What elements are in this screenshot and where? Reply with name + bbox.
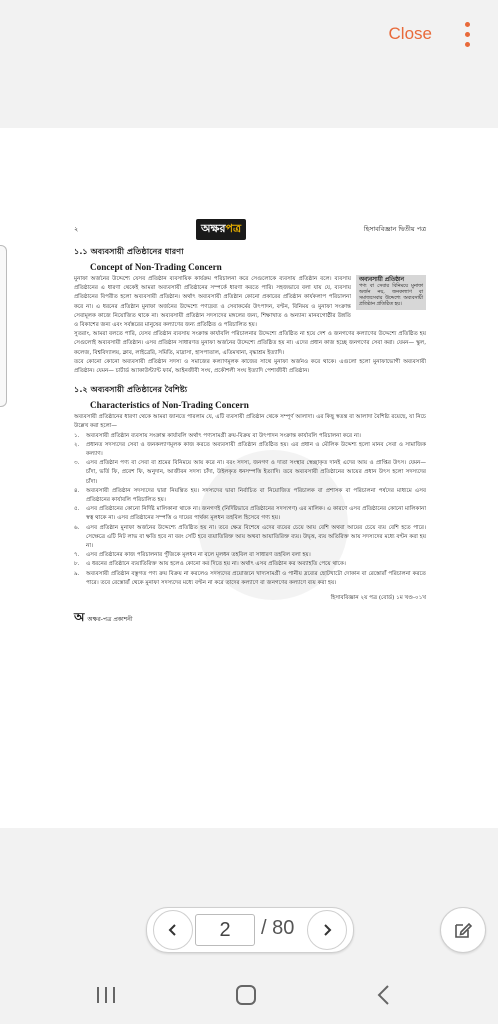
chevron-right-icon	[320, 923, 334, 937]
list-item-text: অব্যবসায়ী প্রতিষ্ঠান ব্যবসায় সংক্রান্ত কার্যাবলি অর্থাৎ পণ্যসামগ্রী ক্রয়-বিক্রয় বা উৎপাদন সংক্রান্ত কার্যাবলি পরিচালনা করে না।	[86, 432, 361, 439]
list-item-number: ৬.	[74, 524, 80, 531]
next-page-button[interactable]	[307, 910, 347, 950]
list-item-text: এসব প্রতিষ্ঠান মুনাফা অর্জনের উদ্দেশ্যে প্রতিষ্ঠিত হয় না। তবে ক্ষেত্র বিশেষে এদের ব্যয়ের চেয়ে আয় বেশি অথবা আয়ের চেয়ে ব্যয় বেশি হতে পারে। সেক্ষেত্রে এটি নিট লাভ বা ক্ষতি হবে না বরং সেটি হবে ব্যয়াতিরিক্ত আয় অথবা আয়াতিরিক্ত ব্যয়। উদ্বৃত্ত, ব্যয় অতিরিক্ত আয় সদস্যদের মধ্যে বণ্টন করা হয় না।	[86, 524, 426, 550]
side-note-title: অব্যবসায়ী প্রতিষ্ঠান	[359, 277, 405, 283]
section2-title: ১.২ অব্যবসায়ী প্রতিষ্ঠানের বৈশিষ্ট্য	[74, 384, 188, 395]
home-icon[interactable]	[226, 978, 266, 1012]
paragraph: তবে কোনো কোনো অব্যবসায়ী প্রতিষ্ঠান সদস্য ও সমাজের কল্যাণমূলক কাজের সাথে মুনাফা অর্জনও করে থাকে। এগুলো হলো মুনাফাভোগী অব্যবসায়ী প্রতিষ্ঠান। যেমন— চার্টার্ড অ্যাকাউন্ট্যান্ট ফার্ম, আইনজীবী সংঘ, প্রকৌশলী সংঘ ইত্যাদি পেশাজীবী প্রতিষ্ঠান।	[74, 358, 426, 375]
chevron-left-icon	[166, 923, 180, 937]
page-navigator	[146, 907, 354, 953]
page-number: ২	[74, 224, 79, 233]
section1-title: ১.১ অব্যবসায়ী প্রতিষ্ঠানের ধারণা	[74, 246, 184, 256]
list-item	[74, 570, 426, 588]
list-item-text: প্রধানত সদস্যদের সেবা ও জনকল্যাণমূলক কাজ করতে অব্যবসায়ী প্রতিষ্ঠান প্রতিষ্ঠিত হয়। এর প্রধান ও মৌলিক উদ্দেশ্য হলো মানব সেবা ও সামাজিক কল্যাণ।	[86, 441, 426, 458]
list-item-text: এসব প্রতিষ্ঠান পণ্য বা সেবা বা শ্রমের বিনিময়ে আয় করে না। বরং সদস্য, জনগণ ও দাতা সংস্থার স্বেচ্ছাকৃত দানই এদের আয় ও প্রাপ্তির উৎস। যেমন— চাঁদা, ভর্তি ফি, প্রবেশ ফি, অনুদান, আজীবন সদস্য চাঁদা, উইলকৃত ধনসম্পত্তি ইত্যাদি। তবে অব্যবসায়ী প্রতিষ্ঠানের আয়ের প্রধান উৎস হলো সদস্যদের চাঁদা।	[86, 460, 426, 485]
list-item	[74, 459, 426, 487]
page-footer: হিসাববিজ্ঞান ২য় পত্র (বোর্ড) ১ম খণ্ড-০১খ	[330, 595, 426, 602]
side-note	[356, 275, 426, 310]
list-item-text: এ ধরনের প্রতিষ্ঠানে ব্যয়াতিরিক্ত আয় হলেও কোনো কর দিতে হয় না। অর্থাৎ এসব প্রতিষ্ঠান কর অব্যাহতি পেয়ে থাকে।	[86, 561, 346, 568]
section1-body	[74, 275, 426, 376]
section1-title-en: Concept of Non-Trading Concern	[90, 262, 222, 272]
edit-button[interactable]	[440, 907, 486, 953]
top-toolbar	[0, 0, 498, 128]
paragraph: মুনাফা অর্জনের উদ্দেশ্যে যেসব প্রতিষ্ঠান ব্যবসায়িক কার্যক্রম পরিচালনা করে সেগুলোকে ব্যবসায় প্রতিষ্ঠান বলে। ব্যবসায় প্রতিষ্ঠানের এ ধারণা থেকেই আমরা অব্যবসায়ী প্রতিষ্ঠানের সম্পর্কে ধারণা করতে পারি। সহজভাবে বলা যায় যে, ব্যবসায় প্রতিষ্ঠানের বিপরীত হলো অব্যবসায়ী প্রতিষ্ঠান। অর্থাৎ অব্যবসায়ী প্রতিষ্ঠান কোনো প্রকারের প্রতিষ্ঠান কার্যকলাপ পরিচালনা করে না। এ ধরনের প্রতিষ্ঠান মুনাফা অর্জনের উদ্দেশ্যে পণ্যদ্রব্য ও সেবাকর্মের উৎপাদন, বণ্টন, বিনিময় ও মুনাফা সংক্রান্ত সেবামূলক কাজে নিয়োজিত থাকে না। অব্যবসায়ী প্রতিষ্ঠান সদস্যদের মঙ্গলের জন্য, শিক্ষাখাত ও অন্যান্য মানবগোষ্ঠীর উন্নতি ও বিকাশের জন্য এবং সর্বস্তরের মানুষের কল্যাণের জন্য প্রতিষ্ঠিত ও পরিচালিত হয়।	[74, 276, 351, 329]
list-item-number: ২.	[74, 441, 80, 448]
characteristics-list	[74, 432, 426, 588]
page-number-input[interactable]: 2	[195, 914, 255, 946]
list-item	[74, 560, 426, 569]
list-item	[74, 551, 426, 560]
list-item	[74, 441, 426, 459]
page-header	[74, 218, 426, 240]
list-item-number: ৪.	[74, 487, 80, 494]
publisher-mark-icon: অ	[74, 610, 85, 625]
list-item	[74, 505, 426, 523]
list-item	[74, 487, 426, 505]
list-item-text: অব্যবসায়ী প্রতিষ্ঠান সদস্যদের দ্বারা নিয়ন্ত্রিত হয়। সদস্যদের দ্বারা নির্বাচিত বা নিয়োজিত পরিচালক বা প্রশাসক বা পরিচালনা পর্ষদের মাধ্যমে এসব প্রতিষ্ঠানের কার্যাবলি পরিচালিত হয়।	[86, 487, 426, 504]
list-item-number: ৩.	[74, 460, 80, 467]
section2-title-en: Characteristics of Non-Trading Concern	[90, 400, 249, 411]
side-note-text: পণ্য বা সেবার বিনিময়ে মুনাফা অর্জন নয়, জনকল্যাণ বা সমাজসেবার উদ্দেশ্যে অব্যবসায়ী প্রতিষ্ঠান প্রতিষ্ঠিত হয়।	[359, 284, 423, 307]
back-icon[interactable]	[364, 978, 404, 1012]
list-item-number: ৭.	[74, 552, 80, 559]
list-item-text: অব্যবসায়ী প্রতিষ্ঠান বস্তুগত পণ্য ক্রয় বিক্রয় না করলেও সদস্যদের প্রয়োজনে খাদ্যসামগ্রী ও পানীয় দ্রব্যের ছোটখাটো দোকান বা রেস্তোরাঁ পরিচালনা করতে পারে। তবে রেস্তোরাঁ থেকে মুনাফা সদস্যদের মধ্যে বণ্টন না করে তাদের কল্যাণে বা জনগণের কল্যাণে ব্যয় করা হয়।	[86, 570, 426, 586]
more-options-icon[interactable]	[464, 22, 470, 48]
list-item-number: ৯.	[74, 570, 80, 577]
list-item	[74, 432, 426, 441]
list-item	[74, 524, 426, 552]
publisher-name: অক্ষর-পত্র প্রকাশনী	[87, 615, 133, 623]
edit-icon	[452, 919, 474, 941]
close-button[interactable]: Close	[388, 24, 432, 43]
list-item-number: ১.	[74, 432, 80, 439]
publisher-logo: অক্ষরপত্র	[196, 219, 246, 240]
list-item-number: ৮.	[74, 561, 80, 568]
scroll-handle[interactable]	[0, 245, 7, 407]
page-total: / 80	[261, 917, 295, 939]
previous-page-button[interactable]	[153, 910, 193, 950]
list-item-number: ৫.	[74, 506, 80, 513]
document-content	[74, 218, 426, 629]
recents-icon[interactable]	[86, 978, 126, 1012]
system-nav-bar	[0, 966, 498, 1024]
list-item-text: এসব প্রতিষ্ঠানের কাজ পরিচালনার পুঁজিকে মূলধন না বলে মূলধন তহবিল বা সাধারণ তহবিল বলা হয়।	[86, 552, 311, 559]
paragraph: সুতরাং, আমরা বলতে পারি, যেসব প্রতিষ্ঠান ব্যবসায় সংক্রান্ত কার্যাবলি পরিচালনার উদ্দেশ্যে প্রতিষ্ঠিত না হয়ে দেশ ও জনগণের কল্যাণের উদ্দেশ্যে প্রতিষ্ঠিত হয় সেগুলোই অব্যবসায়ী প্রতিষ্ঠান। এসব প্রতিষ্ঠান সাধারণত মুনাফা অর্জনের উদ্দেশ্যে প্রতিষ্ঠিত হয় না। এদের প্রধান কাজ হচ্ছে জনগণের সেবা করা। যেমন— স্কুল, কলেজ, বিশ্ববিদ্যালয়, ক্লাব, লাইব্রেরি, সমিতি, মাদ্রাসা, হাসপাতাল, এতিমখানা, বৃদ্ধাশ্রম ইত্যাদি।	[74, 331, 426, 356]
list-item-text: এসব প্রতিষ্ঠানের কোনো নির্দিষ্ট মালিকানা থাকে না। জনগণই (নির্দিষ্টভাবে প্রতিষ্ঠানের সদস্যগণ) এর মালিক। এ কারণে এসব প্রতিষ্ঠানের কোনো মালিকানা স্বত্ব থাকে না। এসব প্রতিষ্ঠানের সম্পত্তি ও দায়ের পার্থক্য মূলধন তহবিল হিসেবে গণ্য হয়।	[86, 506, 426, 522]
book-title: হিসাববিজ্ঞান দ্বিতীয় পত্র	[363, 224, 426, 233]
publisher-line	[74, 609, 426, 629]
section2-intro: অব্যবসায়ী প্রতিষ্ঠানের ধারণা থেকে আমরা জানতে পারলাম যে, এটি ব্যবসায়ী প্রতিষ্ঠান থেকে সম্পূর্ণ আলাদা। এর কিছু স্বতন্ত্র বা আলাদা বৈশিষ্ট্য রয়েছে, যা নিচে উল্লেখ করা হলো—	[74, 414, 426, 430]
